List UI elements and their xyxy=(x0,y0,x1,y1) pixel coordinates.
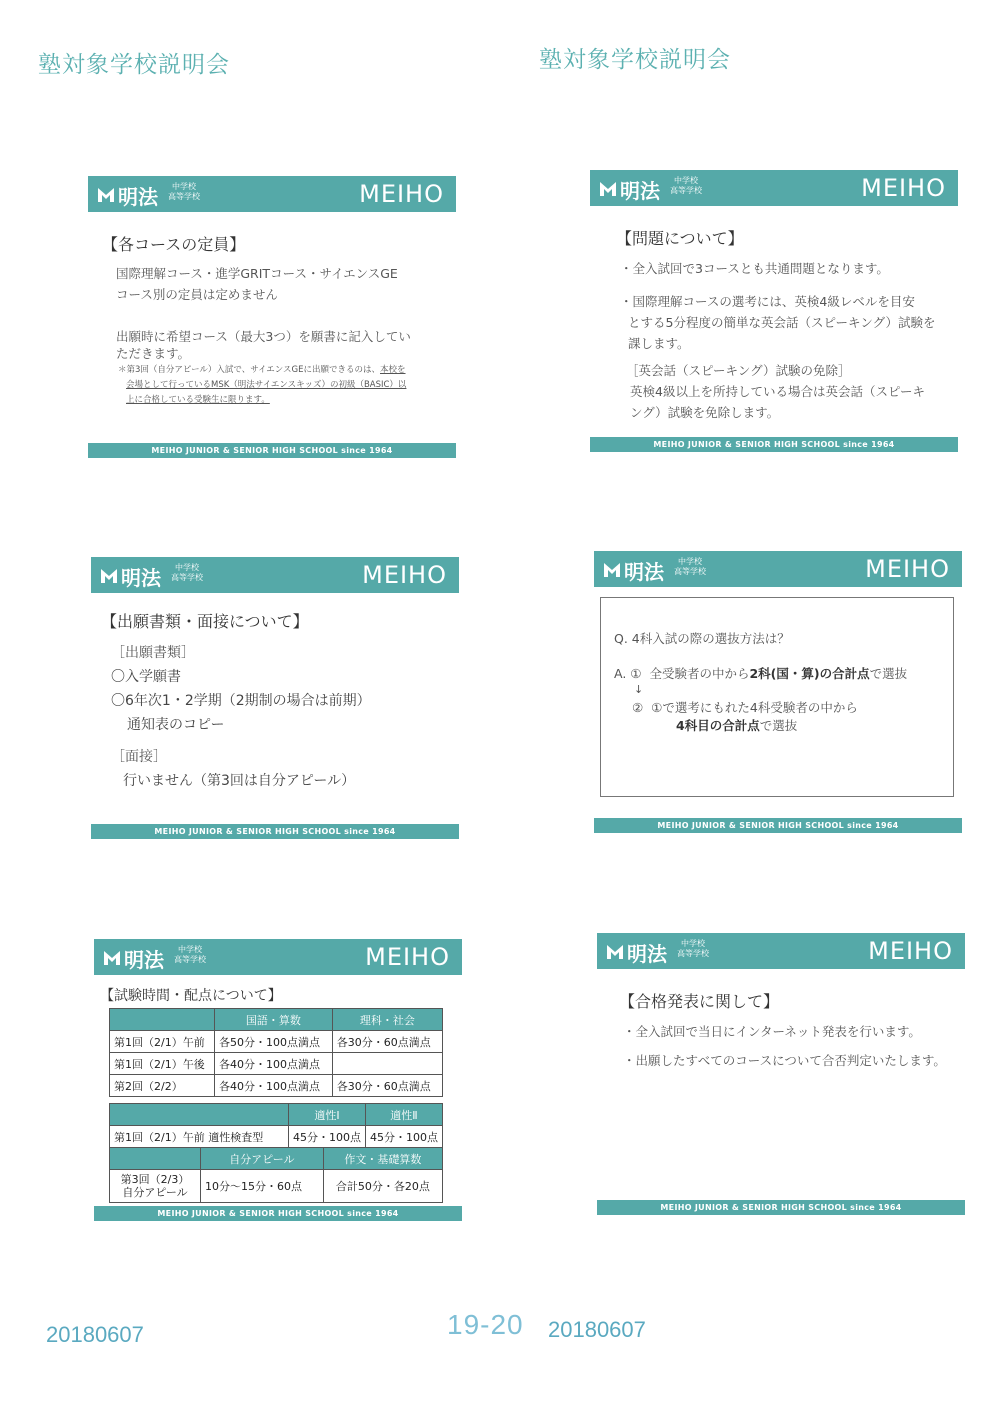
brand-name: MEIHO xyxy=(362,561,447,589)
exam-subjects-table xyxy=(109,1008,443,1097)
slide-selection-method xyxy=(594,551,962,833)
table-row: 第1回（2/1）午前 適性検査型 45分・100点 45分・100点 xyxy=(110,1126,443,1148)
logo-subtitle: 中学校 高等学校 xyxy=(168,182,200,201)
course-text: 国際理解コース・進学GRITコース・サイエンスGE コース別の定員は定めません xyxy=(116,266,398,302)
answer-step-2: ② ①で選考にもれた4科受験者の中から xyxy=(632,700,858,715)
slide-header xyxy=(590,170,958,206)
slide-title: 【出願書類・面接について】 xyxy=(101,612,309,631)
page-heading-left: 塾対象学校説明会 xyxy=(38,52,230,78)
slide-footer: MEIHO JUNIOR & SENIOR HIGH SCHOOL since 1964 xyxy=(590,437,958,452)
brand-name: MEIHO xyxy=(861,174,946,202)
header-japanese-math: 国語・算数 xyxy=(215,1009,333,1031)
slide-title: 【試験時間・配点について】 xyxy=(100,988,282,1004)
brand-name: MEIHO xyxy=(868,937,953,965)
slide-exam-questions xyxy=(590,170,958,452)
logo-subtitle: 中学校 高等学校 xyxy=(174,945,206,964)
self-appeal-table xyxy=(109,1147,443,1203)
table-row: 第1回（2/1）午後 各40分・100点満点 xyxy=(110,1053,443,1075)
slide-header xyxy=(594,551,962,587)
slide-results-announcement xyxy=(597,933,965,1215)
slide-exam-schedule xyxy=(94,939,462,1221)
answer-step-2-cont: 4科目の合計点で選抜 xyxy=(676,718,798,733)
header-self-appeal: 自分アピール xyxy=(201,1148,324,1170)
table-row: 第1回（2/1）午前 各50分・100点満点 各30分・60点満点 xyxy=(110,1031,443,1053)
slide-footer: MEIHO JUNIOR & SENIOR HIGH SCHOOL since 1964 xyxy=(88,443,456,458)
interview-heading: ［面接］ xyxy=(111,749,167,765)
slide-footer: MEIHO JUNIOR & SENIOR HIGH SCHOOL since 1964 xyxy=(594,818,962,833)
table-row: 第3回（2/3） 自分アピール 10分～15分・60点 合計50分・各20点 xyxy=(110,1170,443,1203)
aptitude-test-table xyxy=(109,1103,443,1148)
slide-footer: MEIHO JUNIOR & SENIOR HIGH SCHOOL since 1964 xyxy=(91,824,459,839)
table-row: 第2回（2/2） 各40分・100点満点 各30分・60点満点 xyxy=(110,1075,443,1097)
logo-name: 明法 xyxy=(121,566,161,590)
document-report-card-copy: 通知表のコピー xyxy=(127,717,225,733)
brand-name: MEIHO xyxy=(365,943,450,971)
logo-name: 明法 xyxy=(620,179,660,203)
answer-step-1: A. ① 全受験者の中から2科(国・算)の合計点で選抜 xyxy=(614,666,908,681)
header-essay-math: 作文・基礎算数 xyxy=(323,1148,442,1170)
document-report-card: 〇6年次1・2学期（2期制の場合は前期） xyxy=(111,693,371,709)
slide-header xyxy=(88,176,456,212)
page-numbers: 19-20 xyxy=(447,1309,524,1340)
interview-text: 行いません（第3回は自分アピール） xyxy=(123,773,356,789)
apply-text: 出願時に希望コース（最大3つ）を願書に記入してい ただきます。 xyxy=(116,329,411,361)
slide-header xyxy=(597,933,965,969)
date-right: 20180607 xyxy=(548,1317,646,1342)
brand-name: MEIHO xyxy=(865,555,950,583)
meiho-logo-icon xyxy=(605,941,625,961)
meiho-logo-icon xyxy=(598,178,618,198)
speaking-test-text: ・国際理解コースの選考には、英検4級レベルを目安 とする5分程度の簡単な英会話（スピーキング）試験を 課します。 xyxy=(620,294,936,351)
slide-footer: MEIHO JUNIOR & SENIOR HIGH SCHOOL since 1964 xyxy=(597,1200,965,1215)
exemption-heading: ［英会話（スピーキング）試験の免除］ xyxy=(626,363,851,378)
slide-footer: MEIHO JUNIOR & SENIOR HIGH SCHOOL since 1964 xyxy=(94,1206,462,1221)
sciencege-note: ＊第3回（自分アピール）入試で、サイエンスGEに出願できるのは、本校を 会場として行っているMSK（明法サイエンスキッズ）の初級（BASIC）以 上に合格している受験生に限ります。 xyxy=(118,365,407,405)
exemption-text: 英検4級以上を所持している場合は英会話（スピーキ ング）試験を免除します。 xyxy=(630,384,925,420)
logo-name: 明法 xyxy=(118,185,158,209)
meiho-logo-icon xyxy=(102,947,122,967)
logo-name: 明法 xyxy=(627,942,667,966)
slide-header xyxy=(91,557,459,593)
logo-subtitle: 中学校 高等学校 xyxy=(674,557,706,576)
slide-title: 【合格発表に関して】 xyxy=(619,992,780,1011)
common-questions-text: ・全入試回で3コースとも共通問題となります。 xyxy=(620,261,889,276)
logo-subtitle: 中学校 高等学校 xyxy=(670,176,702,195)
meiho-logo-icon xyxy=(602,559,622,579)
meiho-logo-icon xyxy=(99,565,119,585)
arrow-down-icon: ↓ xyxy=(634,683,644,696)
meiho-logo-icon xyxy=(96,184,116,204)
question-text: Q. 4科入試の際の選抜方法は？ xyxy=(614,631,790,646)
header-aptitude-2: 適性Ⅱ xyxy=(366,1104,443,1126)
pass-judgement-text: ・出願したすべてのコースについて合否判定いたします。 xyxy=(623,1053,946,1068)
header-science-social: 理科・社会 xyxy=(332,1009,442,1031)
slide-title: 【各コースの定員】 xyxy=(102,235,246,254)
logo-subtitle: 中学校 高等学校 xyxy=(677,939,709,958)
page-heading-right: 塾対象学校説明会 xyxy=(539,47,731,73)
header-aptitude-1: 適性Ⅰ xyxy=(289,1104,366,1126)
internet-announcement-text: ・全入試回で当日にインターネット発表を行います。 xyxy=(623,1024,921,1039)
slide-title: 【問題について】 xyxy=(616,229,744,248)
slide-application-documents xyxy=(91,557,459,839)
slide-header xyxy=(94,939,462,975)
logo-subtitle: 中学校 高等学校 xyxy=(171,563,203,582)
brand-name: MEIHO xyxy=(359,180,444,208)
document-application-form: 〇入学願書 xyxy=(111,669,181,685)
date-left: 20180607 xyxy=(46,1322,144,1347)
slide-course-capacity xyxy=(88,176,456,458)
logo-name: 明法 xyxy=(624,560,664,584)
documents-heading: ［出願書類］ xyxy=(111,645,195,661)
logo-name: 明法 xyxy=(124,948,164,972)
